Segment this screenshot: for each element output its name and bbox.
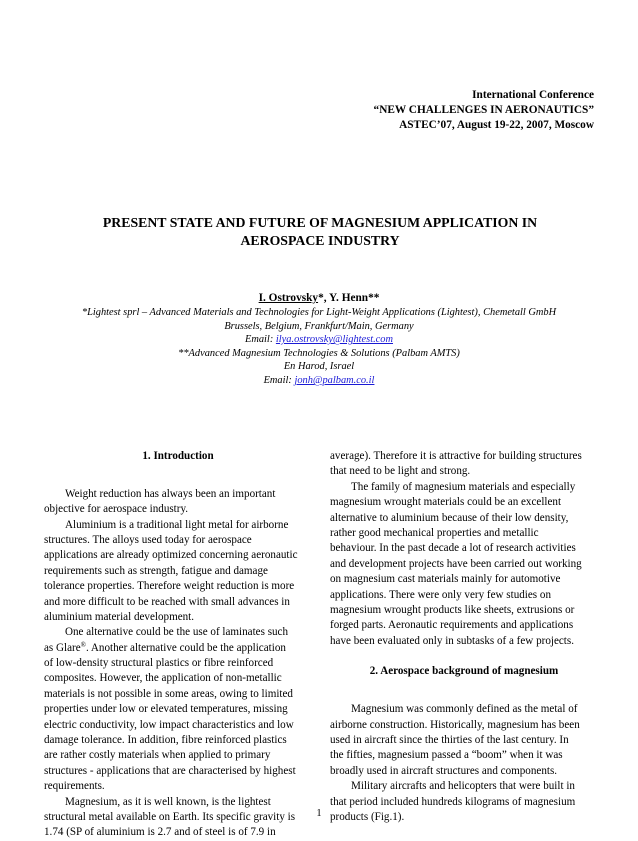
text-line: and development projects have been carried out working — [330, 557, 582, 570]
text-line: alternative to aluminium because of their low density, — [330, 511, 569, 524]
page-number: 1 — [316, 808, 322, 819]
right-column — [330, 449, 598, 825]
email-label-2: Email: — [263, 374, 295, 386]
section-heading-background: 2. Aerospace background of magnesium — [369, 665, 559, 678]
left-column — [44, 449, 312, 841]
email-label-1: Email: — [245, 334, 276, 346]
text-line: materials is not possible in some areas, owing to limited — [44, 687, 293, 700]
email-line-1 — [0, 333, 638, 347]
text-line: Magnesium, as it is well known, is the lightest — [65, 795, 271, 808]
text-line: rather good mechanical properties and metallic — [330, 526, 539, 539]
title-line-1: PRESENT STATE AND FUTURE OF MAGNESIUM APPLICATION IN — [102, 215, 538, 230]
affiliation-2: **Advanced Magnesium Technologies & Solutions (Palbam AMTS) — [178, 347, 460, 359]
paper-title — [40, 214, 600, 250]
text-line: used in aircraft since the thirties of the last century. In — [330, 734, 569, 747]
author-block — [0, 291, 638, 388]
author-1: I. Ostrovsky — [258, 292, 319, 304]
paragraph — [330, 702, 598, 779]
conference-dates: ASTEC’07, August 19-22, 2007, Moscow — [399, 119, 594, 131]
text-line: applications. There were only very few studies on — [330, 588, 551, 601]
text-line: structures. The alloys used today for aerospace — [44, 533, 252, 546]
section-heading-introduction: 1. Introduction — [142, 450, 214, 462]
text-line: composites. However, the application of non-metallic — [44, 672, 282, 685]
text-line: structural metal available on Earth. Its specific gravity is — [44, 810, 296, 823]
conference-header — [234, 88, 594, 133]
text-line: average). Therefore it is attractive for building structures — [330, 450, 582, 462]
conference-name: International Conference — [472, 89, 594, 101]
text-line: requirements such as strength, fatigue and damage — [44, 564, 268, 577]
text-line: the fifties, magnesium passed a “boom” when it was — [330, 749, 563, 762]
text-line: applications are already optimized concerning aeronautic — [44, 549, 298, 562]
email-line-2 — [0, 374, 638, 388]
text-line: airborne construction. Historically, magnesium has been — [330, 718, 580, 731]
text-line: magnesium wrought materials could be an excellent — [330, 496, 562, 509]
text-span: . Another alternative could be the application — [85, 641, 286, 654]
text-line: 1.74 (SP of aluminium is 2.7 and of steel is of 7.9 in — [44, 826, 276, 839]
text-line: tolerance properties. Therefore weight reduction is more — [44, 580, 295, 593]
text-line: that period included hundreds kilograms of magnesium — [330, 795, 576, 808]
text-line: are rather costly materials when applied to primary — [44, 749, 271, 762]
text-span: as Glare — [44, 641, 81, 654]
text-line: magnesium wrought products like sheets, extrusions or — [330, 603, 575, 616]
text-line: behaviour. In the past decade a lot of research activities — [330, 542, 576, 555]
email-link-2[interactable]: jonh@palbam.co.il — [294, 374, 375, 386]
text-line: requirements. — [44, 780, 105, 793]
author-names — [0, 291, 638, 306]
text-line — [44, 641, 312, 656]
paragraph — [44, 656, 312, 795]
text-line: aluminium material development. — [44, 610, 195, 623]
email-link-1[interactable]: ilya.ostrovsky@lightest.com — [275, 334, 393, 346]
text-line: and more difficult to be reached with small advances in — [44, 595, 290, 608]
conference-theme: “NEW CHALLENGES IN AERONAUTICS” — [373, 104, 594, 116]
text-line: properties under low or elevated temperatures, missing — [44, 703, 288, 716]
text-line: structures - applications that are characterised by highest — [44, 764, 296, 777]
text-line: products (Fig.1). — [330, 810, 405, 823]
text-line: damage tolerance. In addition, fibre reinforced plastics — [44, 734, 287, 747]
text-line: Aluminium is a traditional light metal for airborne — [65, 518, 289, 531]
text-line: Weight reduction has always been an important — [65, 487, 276, 500]
paragraph — [44, 487, 312, 518]
title-line-2: AEROSPACE INDUSTRY — [240, 233, 400, 248]
text-line: The family of magnesium materials and especially — [351, 480, 576, 493]
text-line: forged parts. Aeronautic requirements and applications — [330, 619, 574, 632]
text-line: broadly used in aircraft structures and components. — [330, 764, 558, 777]
paragraph — [330, 480, 598, 649]
author-2: *, Y. Henn** — [318, 292, 380, 304]
affiliation-1-location: Brussels, Belgium, Frankfurt/Main, Germany — [224, 320, 414, 332]
paragraph — [44, 518, 312, 626]
text-line: have been evaluated only in subtasks of a few projects. — [330, 634, 574, 647]
affiliation-1: *Lightest sprl – Advanced Materials and Technologies for Light-Weight Applications (Lightest), Chemetall GmbH — [81, 307, 557, 318]
text-line: electric conductivity, low impact characteristics and low — [44, 718, 294, 731]
text-line: objective for aerospace industry. — [44, 503, 189, 516]
text-line: that need to be light and strong. — [330, 465, 471, 478]
affiliation-2-location: En Harod, Israel — [283, 361, 355, 373]
registered-mark: ® — [80, 640, 86, 649]
text-line: Magnesium was commonly defined as the metal of — [351, 703, 578, 716]
text-line: of low-density structural plastics or fibre reinforced — [44, 657, 274, 670]
text-line: on magnesium cast materials mainly for automotive — [330, 573, 561, 586]
text-line: One alternative could be the use of laminates such — [65, 626, 289, 639]
text-line: Military aircrafts and helicopters that were built in — [351, 780, 575, 793]
paragraph — [330, 449, 598, 480]
